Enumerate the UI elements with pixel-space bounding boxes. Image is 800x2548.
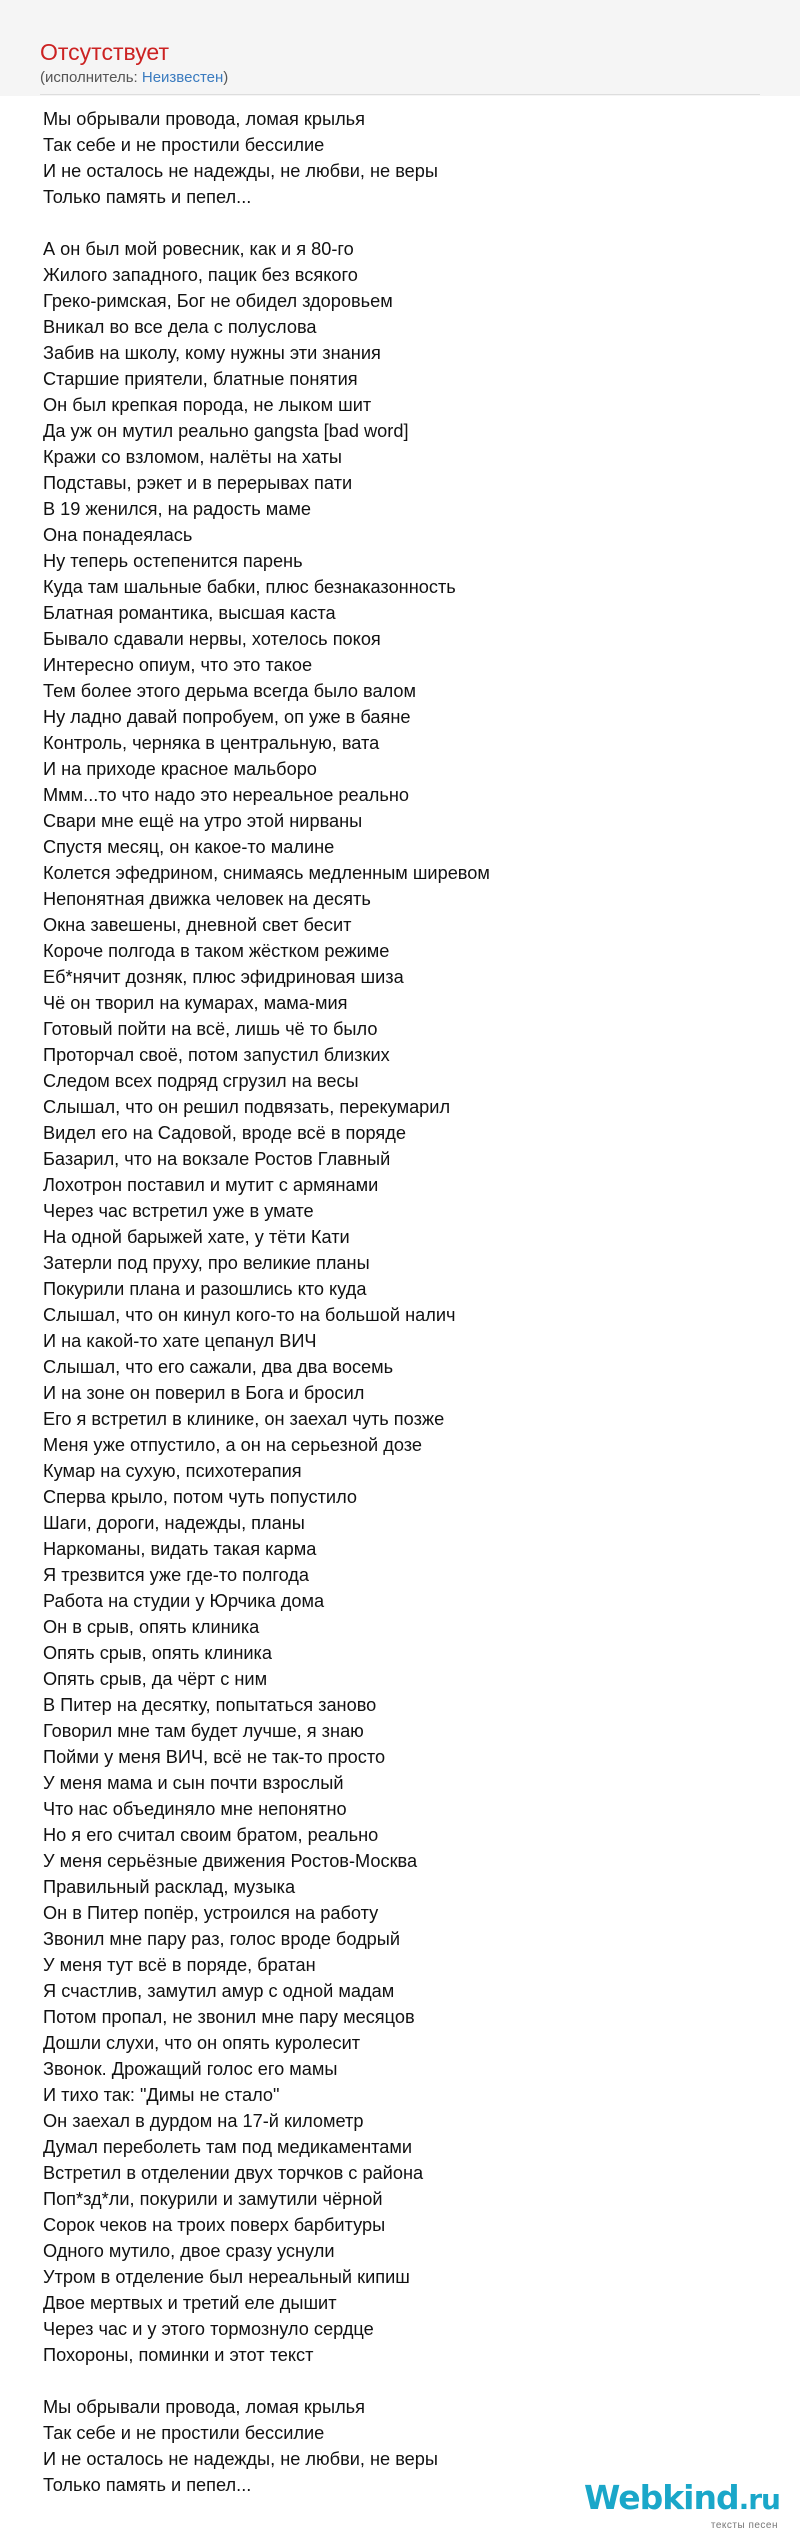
lyric-line: И на приходе красное мальборо — [43, 759, 317, 779]
lyric-line: И тихо так: "Димы не стало" — [43, 2085, 280, 2105]
lyric-line: Мы обрывали провода, ломая крылья — [43, 109, 366, 129]
lyrics-text — [43, 106, 743, 2498]
lyric-line: Звонок. Дрожащий голос его мамы — [43, 2059, 338, 2079]
lyric-line: Старшие приятели, блатные понятия — [43, 369, 358, 389]
lyric-line: Через час и у этого тормознуло сердце — [43, 2319, 374, 2339]
lyric-line: Тем более этого дерьма всегда было валом — [43, 681, 417, 701]
lyric-line: Сорок чеков на троих поверх барбитуры — [43, 2215, 386, 2235]
lyric-line: Свари мне ещё на утро этой нирваны — [43, 811, 363, 831]
lyric-line: У меня серьёзные движения Ростов-Москва — [43, 1851, 418, 1871]
logo-name: Webkind — [584, 2478, 739, 2517]
artist-suffix: ) — [223, 69, 229, 86]
lyric-line: Говорил мне там будет лучше, я знаю — [43, 1721, 364, 1741]
lyric-line: Правильный расклад, музыка — [43, 1877, 296, 1897]
lyric-line: Непонятная движка человек на десять — [43, 889, 371, 909]
lyric-line: Интересно опиум, что это такое — [43, 655, 313, 675]
header-divider — [40, 94, 760, 95]
artist-prefix: (исполнитель: — [40, 69, 142, 86]
lyric-line: Блатная романтика, высшая каста — [43, 603, 336, 623]
lyric-line: Наркоманы, видать такая карма — [43, 1539, 317, 1559]
lyric-line: Он заехал в дурдом на 17-й километр — [43, 2111, 364, 2131]
lyric-line: Окна завешены, дневной свет бесит — [43, 915, 352, 935]
lyric-line: Слышал, что он кинул кого-то на большой налич — [43, 1305, 456, 1325]
lyric-line: Кражи со взломом, налёты на хаты — [43, 447, 342, 467]
lyric-line: Забив на школу, кому нужны эти знания — [43, 343, 381, 363]
lyric-line: Одного мутило, двое сразу уснули — [43, 2241, 335, 2261]
lyric-line: Звонил мне пару раз, голос вроде бодрый — [43, 1929, 401, 1949]
lyric-line: Его я встретил в клинике, он заехал чуть позже — [43, 1409, 445, 1429]
artist-link[interactable]: Неизвестен — [141, 69, 224, 86]
lyric-line: Так себе и не простили бессилие — [43, 135, 325, 155]
logo-wordmark — [584, 2478, 780, 2520]
lyric-line: Я трезвится уже где-то полгода — [43, 1565, 310, 1585]
lyric-line: А он был мой ровесник, как и я 80-го — [43, 239, 354, 259]
lyric-line: В Питер на десятку, попытаться заново — [43, 1695, 377, 1715]
lyric-line: Слышал, что он решил подвязать, перекумарил — [43, 1097, 451, 1117]
lyric-line: Он в Питер попёр, устроился на работу — [43, 1903, 379, 1923]
lyric-line: Похороны, поминки и этот текст — [43, 2345, 314, 2365]
lyric-line: Спустя месяц, он какое-то малине — [43, 837, 335, 857]
lyric-line: Жилого западного, пацик без всякого — [43, 265, 358, 285]
logo-tld: .ru — [738, 2483, 780, 2516]
lyric-line: И не осталось не надежды, не любви, не веры — [43, 2449, 438, 2469]
lyric-line: Чё он творил на кумарах, мама-мия — [43, 993, 348, 1013]
lyric-line: Так себе и не простили бессилие — [43, 2423, 325, 2443]
lyric-line: Проторчал своё, потом запустил близких — [43, 1045, 390, 1065]
lyric-line: Ммм...то что надо это нереальное реально — [43, 785, 410, 805]
lyric-line: Потом пропал, не звонил мне пару месяцов — [43, 2007, 415, 2027]
lyric-line: Он был крепкая порода, не лыком шит — [43, 395, 372, 415]
logo-tagline: тексты песен — [710, 2520, 778, 2531]
lyric-line: Я счастлив, замутил амур с одной мадам — [43, 1981, 395, 2001]
webkind-logo[interactable] — [584, 2478, 784, 2538]
lyric-line: Кумар на сухую, психотерапия — [43, 1461, 302, 1481]
lyric-line: Только память и пепел... — [43, 187, 252, 207]
lyric-line: Встретил в отделении двух торчков с района — [43, 2163, 424, 2183]
lyric-line: У меня тут всё в поряде, братан — [43, 1955, 316, 1975]
lyric-line: Пойми у меня ВИЧ, всё не так-то просто — [43, 1747, 386, 1767]
lyric-line: Колется эфедрином, снимаясь медленным ширевом — [43, 863, 490, 883]
artist-line — [40, 69, 228, 87]
lyric-line: В 19 женился, на радость маме — [43, 499, 311, 519]
lyric-line: У меня мама и сын почти взрослый — [43, 1773, 344, 1793]
lyric-line: Контроль, черняка в центральную, вата — [43, 733, 380, 753]
lyric-line: Греко-римская, Бог не обидел здоровьем — [43, 291, 393, 311]
lyric-line: Вникал во все дела с полуслова — [43, 317, 317, 337]
lyric-line: Думал переболеть там под медикаментами — [43, 2137, 413, 2157]
stanza-break — [43, 2368, 743, 2394]
lyric-line: Шаги, дороги, надежды, планы — [43, 1513, 305, 1533]
lyric-line: Опять срыв, да чёрт с ним — [43, 1669, 268, 1689]
lyric-line: Двое мертвых и третий еле дышит — [43, 2293, 337, 2313]
lyric-line: Только память и пепел... — [43, 2475, 252, 2495]
lyric-line: Мы обрывали провода, ломая крылья — [43, 2397, 366, 2417]
lyric-line: Утром в отделение был нереальный кипиш — [43, 2267, 410, 2287]
lyric-line: Бывало сдавали нервы, хотелось покоя — [43, 629, 381, 649]
lyric-line: И на зоне он поверил в Бога и бросил — [43, 1383, 365, 1403]
lyric-line: Еб*нячит дозняк, плюс эфидриновая шиза — [43, 967, 404, 987]
lyric-line: Ну теперь остепенится парень — [43, 551, 303, 571]
lyric-line: Короче полгода в таком жёстком режиме — [43, 941, 390, 961]
lyric-line: Да уж он мутил реально gangsta [bad word] — [43, 421, 409, 441]
lyric-line: Покурили плана и разошлись кто куда — [43, 1279, 367, 1299]
lyric-line: Он в срыв, опять клиника — [43, 1617, 260, 1637]
lyric-line: И на какой-то хате цепанул ВИЧ — [43, 1331, 317, 1351]
lyric-line: И не осталось не надежды, не любви, не веры — [43, 161, 438, 181]
lyric-line: Опять срыв, опять клиника — [43, 1643, 273, 1663]
lyric-line: Через час встретил уже в умате — [43, 1201, 314, 1221]
lyric-line: Работа на студии у Юрчика дома — [43, 1591, 325, 1611]
lyric-line: Что нас объединяло мне непонятно — [43, 1799, 347, 1819]
lyric-line: Следом всех подряд сгрузил на весы — [43, 1071, 359, 1091]
lyric-line: Затерли под пруху, про великие планы — [43, 1253, 370, 1273]
lyric-line: Базарил, что на вокзале Ростов Главный — [43, 1149, 391, 1169]
lyric-line: Дошли слухи, что он опять куролесит — [43, 2033, 361, 2053]
lyric-line: На одной барыжей хате, у тёти Кати — [43, 1227, 350, 1247]
lyric-line: Готовый пойти на всё, лишь чё то было — [43, 1019, 378, 1039]
lyric-line: Ну ладно давай попробуем, оп уже в баяне — [43, 707, 411, 727]
lyric-line: Видел его на Садовой, вроде всё в поряде — [43, 1123, 406, 1143]
lyric-line: Лохотрон поставил и мутит с армянами — [43, 1175, 379, 1195]
lyric-line: Поп*зд*ли, покурили и замутили чёрной — [43, 2189, 383, 2209]
lyric-line: Подставы, рэкет и в перерывах пати — [43, 473, 353, 493]
stanza-break — [43, 210, 743, 236]
song-title: Отсутствует — [40, 39, 169, 65]
lyric-line: Она понадеялась — [43, 525, 193, 545]
lyric-line: Сперва крыло, потом чуть попустило — [43, 1487, 358, 1507]
lyric-line: Куда там шальные бабки, плюс безнаказонность — [43, 577, 456, 597]
lyric-line: Но я его считал своим братом, реально — [43, 1825, 379, 1845]
lyric-line: Меня уже отпустило, а он на серьезной дозе — [43, 1435, 423, 1455]
page-header — [0, 0, 800, 96]
lyric-line: Слышал, что его сажали, два два восемь — [43, 1357, 394, 1377]
